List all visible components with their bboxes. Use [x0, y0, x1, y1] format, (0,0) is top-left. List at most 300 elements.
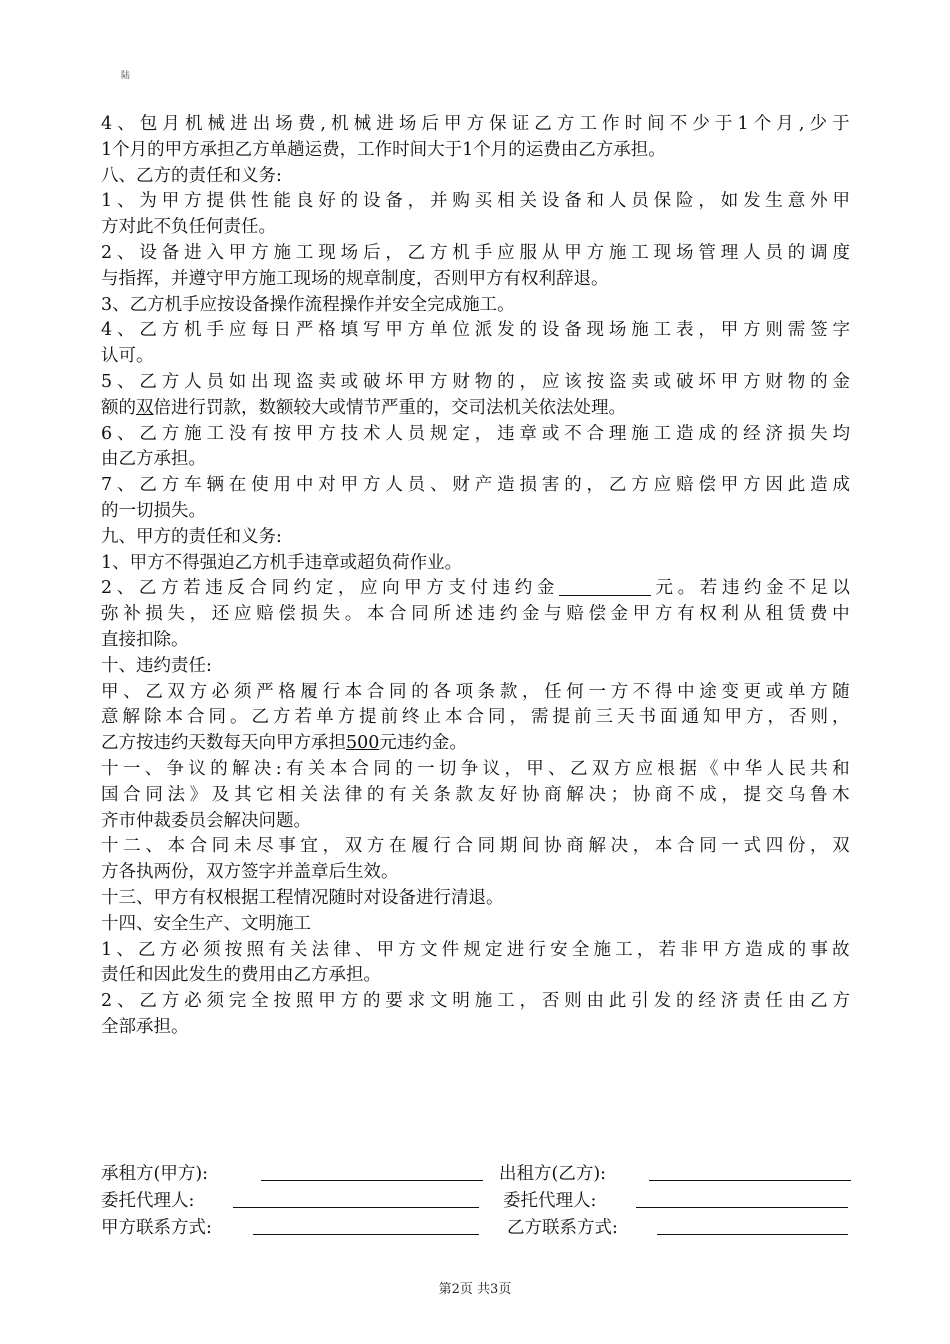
- text-segment: 倍进行罚款，数额较大或情节严重的，交司法机关依法处理。: [153, 397, 626, 418]
- text-char: 法: [311, 939, 330, 960]
- text-char: 人: [608, 191, 627, 212]
- text-char: 少: [692, 114, 710, 134]
- text-char: 非: [680, 939, 698, 960]
- text-char: 随: [832, 681, 850, 702]
- text-char: 4: [101, 114, 113, 134]
- text-char: 议: [482, 758, 501, 779]
- text-char: 方: [430, 371, 448, 392]
- text-char: 的: [340, 191, 359, 212]
- text-char: 意: [787, 191, 806, 212]
- text-char: 或: [653, 371, 672, 392]
- text-char: 友: [477, 784, 496, 805]
- text-char: 费: [810, 604, 828, 625]
- text-char: 决: [610, 836, 629, 857]
- text-char: 必: [184, 991, 202, 1012]
- text-char: 止: [423, 707, 441, 728]
- text-char: 书: [638, 707, 656, 728]
- text-char: 向: [382, 578, 400, 599]
- text-char: 式: [743, 836, 762, 857]
- text-char: 明: [452, 991, 470, 1012]
- text-char: 与: [544, 604, 562, 625]
- text-char: 、: [117, 114, 135, 134]
- text-char: 责: [743, 991, 761, 1012]
- text-char: 根: [657, 758, 675, 779]
- text-char: 包: [139, 114, 158, 134]
- text-char: 违: [497, 423, 515, 444]
- text-char: 方: [161, 423, 180, 444]
- text-char: 合: [677, 836, 695, 857]
- text-char: 《: [701, 758, 719, 779]
- penalty-amount-blank[interactable]: [559, 576, 651, 596]
- text-char: 方: [631, 475, 649, 496]
- text-char: 方: [610, 681, 629, 702]
- text-line: [101, 963, 850, 989]
- text-char: 车: [184, 475, 202, 496]
- text-char: 若: [658, 939, 677, 960]
- text-char: 事: [278, 836, 296, 857]
- text-char: 从: [743, 604, 762, 625]
- text-char: 进: [506, 939, 525, 960]
- text-char: 合: [366, 681, 385, 702]
- text-char: 须: [206, 991, 224, 1012]
- text-char: 人: [385, 423, 403, 444]
- text-char: 械: [353, 114, 372, 134]
- text-line: [101, 138, 850, 164]
- text-char: 甲: [720, 475, 739, 496]
- text-char: 的: [366, 784, 385, 805]
- text-char: 。: [344, 604, 363, 625]
- text-char: 安: [550, 939, 568, 960]
- text-char: 法: [322, 784, 341, 805]
- page-number: 第2页 共3页: [438, 1282, 512, 1297]
- text-char: ，: [337, 578, 356, 599]
- text-char: ，: [519, 991, 537, 1012]
- text-char: 足: [810, 578, 828, 599]
- text-segment: 直接扣除。: [101, 629, 189, 650]
- text-char: 方: [613, 758, 632, 779]
- text-char: 机: [331, 114, 349, 134]
- text-char: ，: [385, 242, 403, 263]
- text-char: 7: [101, 475, 113, 496]
- text-char: 应: [497, 242, 515, 263]
- text-char: 合: [189, 836, 208, 857]
- text-char: 否: [541, 991, 560, 1012]
- text-char: 6: [101, 423, 113, 444]
- header-mark: 陆: [121, 71, 131, 81]
- text-char: 备: [564, 191, 582, 212]
- text-char: 协: [632, 784, 651, 805]
- text-char: 金: [610, 604, 629, 625]
- text-char: ，: [586, 475, 605, 496]
- text-char: 甲: [724, 707, 742, 728]
- text-char: 甲: [340, 475, 359, 496]
- text-char: 方: [426, 578, 444, 599]
- text-char: 约: [514, 578, 533, 599]
- text-segment: 乙方按违约天数每天向甲方承担: [101, 733, 346, 754]
- text-char: 交: [765, 784, 784, 805]
- text-char: 施: [184, 423, 202, 444]
- text-char: 方: [161, 371, 180, 392]
- text-char: 作: [602, 114, 620, 134]
- text-char: 现: [653, 242, 672, 263]
- text-char: 约: [743, 578, 762, 599]
- text-char: 解: [588, 836, 606, 857]
- text-char: 相: [497, 191, 515, 212]
- text-char: 同: [145, 784, 163, 805]
- text-char: 支: [448, 578, 466, 599]
- text-char: 赔: [566, 604, 584, 625]
- text-char: 、: [548, 758, 566, 779]
- text-char: 乙: [139, 475, 157, 496]
- text-char: 发: [653, 991, 672, 1012]
- text-char: 、: [116, 939, 134, 960]
- text-char: 述: [455, 604, 473, 625]
- text-char: 用: [273, 475, 292, 496]
- text-char: 的: [720, 423, 739, 444]
- text-char: 场: [398, 114, 417, 134]
- text-char: 行: [322, 681, 341, 702]
- text-char: 手: [474, 242, 493, 263]
- text-line: [101, 473, 850, 499]
- text-char: 、: [430, 475, 448, 496]
- text-char: 它: [256, 784, 274, 805]
- text-char: 出: [252, 114, 271, 134]
- text-char: 则: [765, 320, 783, 341]
- text-char: 前: [574, 707, 592, 728]
- text-char: 应: [541, 371, 560, 392]
- text-char: 方: [398, 939, 416, 960]
- text-char: 条: [477, 681, 496, 702]
- text-line: [101, 525, 850, 551]
- text-char: 施: [474, 991, 493, 1012]
- text-char: 应: [228, 320, 247, 341]
- text-char: 有: [677, 604, 695, 625]
- text-char: 双: [591, 758, 610, 779]
- text-char: 金: [536, 578, 555, 599]
- text-char: 调: [810, 242, 828, 263]
- text-char: 场: [275, 114, 293, 134]
- text-line: [101, 628, 850, 654]
- text-line: [101, 602, 850, 628]
- text-char: 其: [233, 784, 252, 805]
- text-char: 入: [206, 242, 224, 263]
- text-char: 四: [765, 836, 784, 857]
- text-char: 物: [787, 371, 806, 392]
- text-char: 乙: [139, 991, 157, 1012]
- text-char: 人: [766, 758, 785, 779]
- text-line: [101, 809, 850, 835]
- lessor-agent-field[interactable]: [636, 1207, 848, 1208]
- text-char: 现: [586, 320, 605, 341]
- text-char: 须: [203, 939, 221, 960]
- text-char: 破: [675, 371, 694, 392]
- text-char: 赁: [787, 604, 806, 625]
- text-segment: 全部承担。: [101, 1016, 189, 1037]
- text-char: 此: [787, 475, 806, 496]
- text-char: 施: [608, 242, 627, 263]
- text-char: 表: [675, 320, 694, 341]
- text-char: 2: [101, 242, 113, 263]
- text-char: 金: [766, 578, 784, 599]
- text-char: 甲: [701, 939, 720, 960]
- text-char: 项: [455, 681, 473, 702]
- text-char: 》: [189, 784, 208, 805]
- text-char: 不: [669, 114, 688, 134]
- text-char: 为: [139, 191, 157, 212]
- text-line: [101, 989, 850, 1015]
- text-char: 决: [588, 784, 606, 805]
- text-char: 手: [206, 320, 224, 341]
- text-char: 规: [430, 423, 448, 444]
- text-char: ，: [519, 371, 537, 392]
- text-char: 方: [251, 242, 269, 263]
- contract-body: [101, 112, 850, 1041]
- text-char: 费: [297, 114, 316, 134]
- text-char: 没: [228, 423, 247, 444]
- text-char: 途: [699, 681, 717, 702]
- text-char: 失: [167, 604, 185, 625]
- text-char: 一: [417, 758, 435, 779]
- text-segment: 方各执两份，双方签字并盖章后生效。: [101, 862, 399, 883]
- text-char: 尽: [256, 836, 274, 857]
- text-char: 乙: [145, 681, 163, 702]
- text-char: 、: [117, 242, 135, 263]
- text-char: ，: [632, 836, 651, 857]
- text-char: ，: [721, 784, 739, 805]
- text-char: 在: [389, 836, 407, 857]
- text-char: 应: [635, 758, 653, 779]
- text-char: 更: [743, 681, 762, 702]
- text-char: 关: [411, 784, 429, 805]
- text-char: 同: [373, 758, 391, 779]
- text-char: 买: [474, 191, 493, 212]
- text-char: ，: [322, 836, 341, 857]
- text-char: 的: [810, 371, 828, 392]
- text-char: 终: [402, 707, 420, 728]
- text-char: 二: [123, 836, 141, 857]
- text-char: 该: [564, 371, 582, 392]
- text-char: 按: [586, 371, 605, 392]
- text-char: 方: [273, 707, 291, 728]
- text-char: 方: [556, 114, 575, 134]
- text-char: 完: [228, 991, 247, 1012]
- lessee-signature-field[interactable]: [261, 1180, 483, 1181]
- text-char: 有: [251, 423, 269, 444]
- text-char: 工: [295, 242, 314, 263]
- text-char: 同: [208, 707, 226, 728]
- text-char: 违: [477, 604, 496, 625]
- text-segment: 十、违约责任:: [101, 655, 212, 676]
- text-char: 、: [117, 991, 135, 1012]
- text-char: 间: [647, 114, 665, 134]
- text-char: 施: [593, 939, 611, 960]
- text-char: 方: [184, 191, 202, 212]
- text-char: 1: [101, 939, 113, 960]
- text-char: 坏: [385, 371, 403, 392]
- text-char: 、: [117, 423, 135, 444]
- text-char: 方: [159, 939, 178, 960]
- text-char: 乙: [608, 475, 627, 496]
- text-char: 鲁: [810, 784, 828, 805]
- text-line: [101, 731, 850, 757]
- text-segment: 3、乙方机手应按设备操作流程操作并安全完成施工。: [101, 294, 515, 315]
- text-char: 签: [810, 320, 828, 341]
- text-char: 则: [810, 707, 828, 728]
- text-char: 何: [566, 681, 584, 702]
- text-line: [101, 834, 850, 860]
- text-char: 行: [433, 836, 451, 857]
- text-line: [101, 654, 850, 680]
- text-char: 据: [679, 758, 697, 779]
- text-char: 证: [511, 114, 530, 134]
- text-char: 三: [595, 707, 613, 728]
- underlined-value: 500: [346, 733, 380, 754]
- text-segment: 九、甲方的责任和义务:: [101, 526, 282, 547]
- text-char: 购: [452, 191, 470, 212]
- text-char: 损: [300, 604, 318, 625]
- text-char: 同: [211, 836, 230, 857]
- text-char: 任: [544, 681, 562, 702]
- text-char: 金: [521, 604, 540, 625]
- text-char: 性: [251, 191, 269, 212]
- text-char: 约: [499, 604, 518, 625]
- text-char: 决: [253, 758, 272, 779]
- lessor-contact-label: 乙方联系方式:: [507, 1218, 618, 1238]
- text-line: [101, 938, 850, 964]
- text-char: 如: [228, 371, 247, 392]
- text-char: 方: [366, 836, 385, 857]
- text-char: 宜: [300, 836, 318, 857]
- text-char: 偿: [588, 604, 606, 625]
- text-char: 由: [586, 991, 605, 1012]
- text-char: 工: [615, 939, 633, 960]
- text-char: 否: [789, 707, 807, 728]
- text-char: 中: [832, 604, 850, 625]
- text-char: 在: [228, 475, 247, 496]
- text-char: 一: [122, 758, 141, 779]
- text-char: 乙: [138, 939, 156, 960]
- text-char: 、: [117, 320, 135, 341]
- text-char: 经: [743, 423, 761, 444]
- text-char: 害: [541, 475, 560, 496]
- text-char: 中: [722, 758, 741, 779]
- text-char: 切: [438, 758, 457, 779]
- lessee-agent-field[interactable]: [233, 1207, 479, 1208]
- text-segment: 1、甲方不得强迫乙方机手违章或超负荷作业。: [101, 552, 463, 573]
- text-line: [101, 267, 850, 293]
- text-char: 同: [411, 604, 429, 625]
- text-char: 方: [407, 320, 426, 341]
- signature-block: [101, 1160, 861, 1241]
- text-char: 、: [354, 939, 373, 960]
- text-char: 合: [586, 423, 605, 444]
- text-char: 的: [362, 991, 381, 1012]
- lessee-contact-field[interactable]: [253, 1234, 479, 1235]
- text-char: 于: [832, 114, 850, 134]
- text-char: 期: [499, 836, 518, 857]
- text-char: 章: [519, 423, 537, 444]
- text-char: 机: [184, 114, 203, 134]
- text-char: 双: [832, 836, 850, 857]
- text-char: 员: [407, 475, 426, 496]
- text-char: 补: [123, 604, 141, 625]
- text-char: 。: [230, 707, 248, 728]
- text-char: 造: [675, 423, 694, 444]
- text-line: [101, 912, 850, 938]
- text-segment: 元违约金。: [379, 733, 467, 754]
- text-char: 备: [564, 320, 582, 341]
- text-char: 前: [380, 707, 398, 728]
- text-char: 定: [485, 939, 503, 960]
- text-char: 或: [340, 371, 359, 392]
- text-char: 中: [677, 681, 695, 702]
- text-char: 盗: [295, 371, 314, 392]
- text-char: 方: [832, 991, 850, 1012]
- text-char: ，: [504, 758, 522, 779]
- text-char: 造: [810, 475, 828, 496]
- text-char: ，: [521, 681, 540, 702]
- text-char: 甲: [318, 991, 336, 1012]
- text-char: 理: [608, 423, 627, 444]
- text-char: 文: [430, 991, 448, 1012]
- text-char: 、: [117, 475, 135, 496]
- text-char: 并: [430, 191, 448, 212]
- text-char: 理: [720, 242, 739, 263]
- text-char: 进: [184, 242, 202, 263]
- text-char: 外: [810, 191, 828, 212]
- text-char: 时: [624, 114, 643, 134]
- text-char: 约: [293, 578, 312, 599]
- text-char: 甲: [443, 114, 462, 134]
- text-char: 商: [544, 784, 562, 805]
- text-char: 方: [654, 604, 673, 625]
- text-char: 位: [452, 320, 470, 341]
- text-char: 单: [430, 320, 448, 341]
- text-char: 员: [206, 371, 224, 392]
- signature-row-agent: [101, 1187, 861, 1214]
- text-char: 、: [144, 758, 163, 779]
- lessor-signature-field[interactable]: [649, 1180, 851, 1181]
- text-char: 本: [344, 681, 363, 702]
- lessor-contact-field[interactable]: [657, 1234, 848, 1235]
- text-char: 格: [318, 320, 336, 341]
- text-char: 方: [466, 114, 485, 134]
- text-char: 共: [810, 758, 828, 779]
- text-char: 进: [376, 114, 394, 134]
- text-segment: 责任和因此发生的费用由乙方承担。: [101, 965, 381, 986]
- text-char: 造: [497, 475, 515, 496]
- text-char: 各: [433, 681, 451, 702]
- text-char: 本: [654, 836, 673, 857]
- text-char: 利: [721, 604, 739, 625]
- text-char: 此: [608, 991, 627, 1012]
- text-char: 对: [318, 475, 336, 496]
- text-char: 方: [337, 707, 355, 728]
- text-char: 卖: [631, 371, 649, 392]
- text-char: 款: [455, 784, 473, 805]
- text-char: 的: [564, 475, 582, 496]
- text-line: [101, 447, 850, 473]
- text-char: 金: [832, 371, 850, 392]
- text-char: 险: [675, 191, 694, 212]
- text-char: 反: [227, 578, 245, 599]
- text-char: 发: [497, 320, 515, 341]
- text-char: 违: [205, 578, 223, 599]
- text-char: 民: [788, 758, 806, 779]
- text-char: 术: [362, 423, 381, 444]
- text-char: 乙: [139, 423, 157, 444]
- text-char: 同: [389, 681, 407, 702]
